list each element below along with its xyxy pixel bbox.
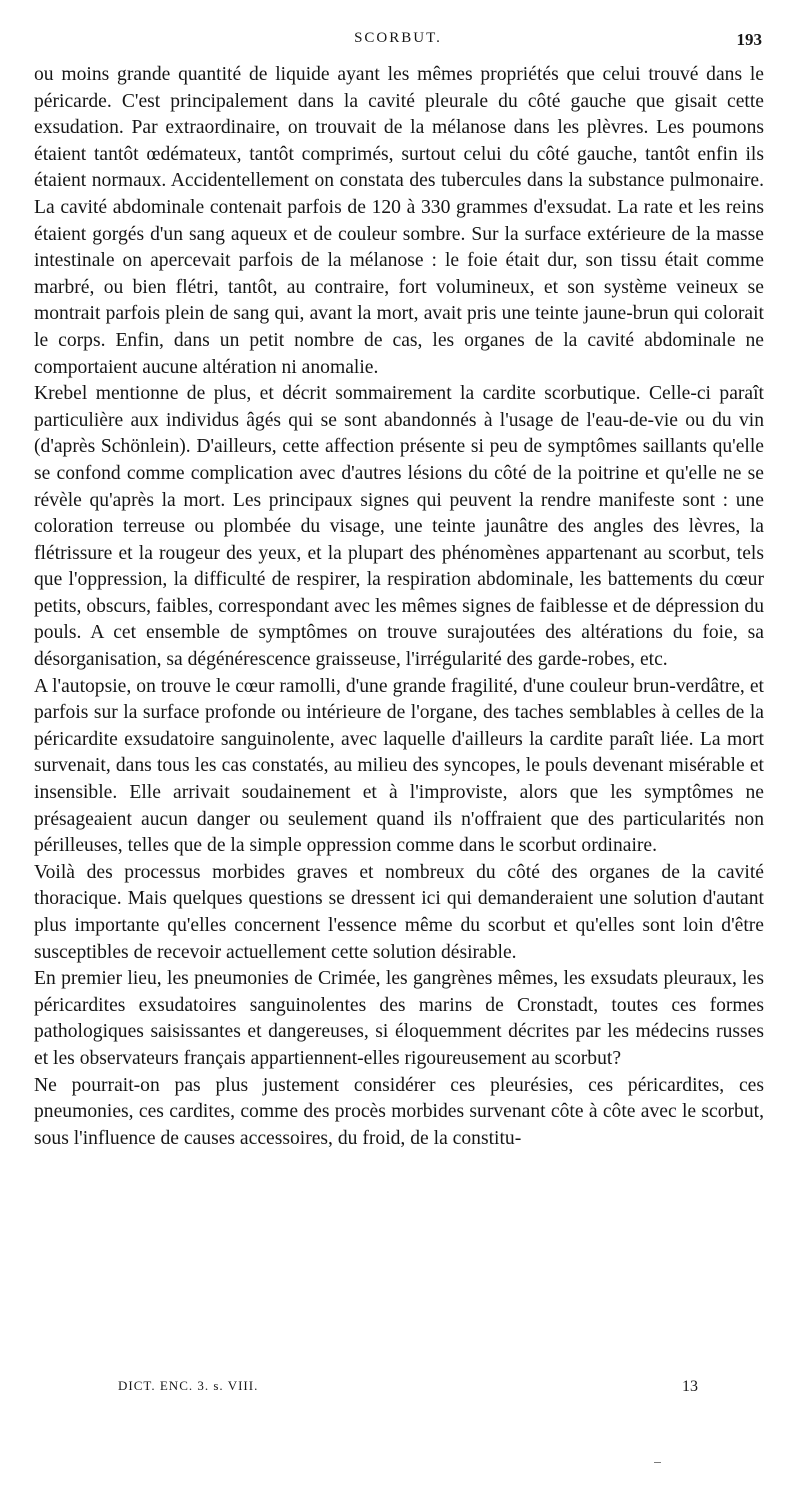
signature-number: 13 — [682, 1378, 698, 1395]
paragraph: En premier lieu, les pneumonies de Crimée, les gangrènes mêmes, les exsudats pleuraux, les péricardites exsudatoires sanguinolentes des marins de Cronstadt, toutes ces formes pathologiques saisissantes et dangereuses, si éloquemment décrites par les médecins russes et les observateurs français appartiennent-elles rigoureusement au scorbut? — [34, 968, 764, 1069]
page-footer — [118, 1378, 698, 1400]
paragraph: Krebel mentionne de plus, et décrit sommairement la cardite scorbutique. Celle-ci paraît particulière aux individus âgés qui se sont abandonnés à l'usage de l'eau-de-vie ou du vin (d'après Schönlein). D'ailleurs, cette affection présente si peu de symptômes saillants qu'elle se confond comme complication avec d'autres lésions du côté de la poitrine et qu'elle ne se révèle qu'après la mort. Les principaux signes qui peuvent la rendre manifeste sont : une coloration terreuse ou plombée du visage, une teinte jaunâtre des angles des lèvres, la flétrissure et la rougeur des yeux, et la plupart des phénomènes appartenant au scorbut, tels que l'oppression, la difficulté de respirer, la respiration abdominale, les battements du cœur petits, obscurs, faibles, correspondant avec les mêmes signes de faiblesse et de dépression du pouls. A cet ensemble de symptômes on trouve surajoutées des altérations du foie, sa désorganisation, sa dégénérescence graisseuse, l'irrégularité des garde-robes, etc. — [34, 383, 764, 671]
page-number: 193 — [736, 30, 762, 49]
running-head — [34, 30, 762, 54]
paragraph: Ne pourrait-on pas plus justement considérer ces pleurésies, ces péricardites, ces pneumonies, ces cardites, comme des procès morbides survenant côte à côte avec le scorbut, sous l'influence de causes accessoires, du froid, de la constitu- — [34, 1074, 764, 1149]
body-text — [34, 62, 764, 1152]
paragraph: A l'autopsie, on trouve le cœur ramolli, d'une grande fragilité, d'une couleur brun-verdâtre, et parfois sur la surface profonde ou intérieure de l'organe, des taches semblables à celles de la péricardite exsudatoire sanguinolente, avec laquelle d'ailleurs la cardite paraît liée. La mort survenait, dans tous les cas constatés, au milieu des syncopes, le pouls devenant misérable et insensible. Elle arrivait soudainement et à l'improviste, alors que les symptômes ne présageaient aucun danger ou seulement quand ils n'offraient que des particularités non périlleuses, telles que de la simple oppression comme dans le scorbut ordinaire. — [34, 675, 764, 857]
paragraph: Voilà des processus morbides graves et nombreux du côté des organes de la cavité thoracique. Mais quelques questions se dressent ici qui demanderaient une solution d'autant plus importante qu'elles concernent l'essence même du scorbut et qu'elles sont loin d'être susceptibles de recevoir actuellement cette solution désirable. — [34, 861, 764, 963]
printer-signature: DICT. ENC. 3. s. VIII. — [118, 1378, 259, 1393]
paragraph: ou moins grande quantité de liquide ayant les mêmes propriétés que celui trouvé dans le péricarde. C'est principalement dans la cavité pleurale du côté gauche que gisait cette exsudation. Par extraordinaire, on trouvait de la mélanose dans les plèvres. Les poumons étaient tantôt œdémateux, tantôt comprimés, surtout celui du côté gauche, tantôt enfin ils étaient normaux. Accidentellement on constata des tubercules dans la substance pulmonaire. La cavité abdominale contenait parfois de 120 à 330 grammes d'exsudat. La rate et les reins étaient gorgés d'un sang aqueux et de couleur sombre. Sur la surface extérieure de la masse intestinale on apercevait parfois de la mélanose : le foie était dur, son tissu était comme marbré, ou bien flétri, tantôt, au contraire, fort volumineux, et son système veineux se montrait parfois plein de sang qui, avant la mort, avait pris une teinte jaune-brun qui colorait le corps. Enfin, dans un petit nombre de cas, les organes de la cavité abdominale ne comportaient aucune altération ni anomalie. — [34, 64, 764, 378]
print-mark — [654, 1462, 661, 1463]
running-title: SCORBUT. — [354, 30, 442, 46]
